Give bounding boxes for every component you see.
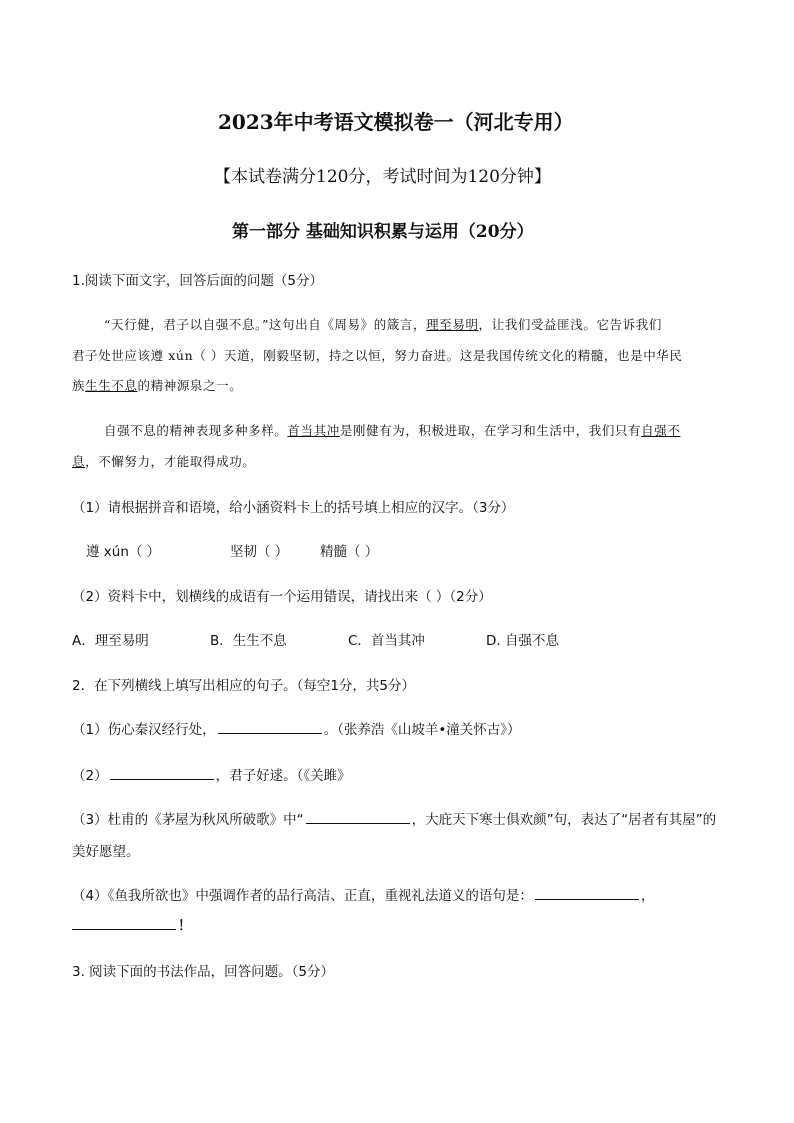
fill-sentence-2 [72,764,351,784]
option-b: B．生生不息 [210,633,287,649]
answer-blank[interactable] [306,809,410,824]
fill-item-2: 坚韧（ ） [230,544,289,560]
idiom-underlined: 自强不 [641,423,681,438]
answer-blank[interactable] [110,765,214,780]
sentence-text: （1）伤心秦汉经行处， [72,722,216,738]
fill-item-1: 遵 xún（ ） [86,544,161,560]
fill-sentence-1 [72,718,521,738]
passage-line-4 [104,421,680,439]
passage-text: 自强不息的精神表现多种多样。 [104,423,288,438]
sentence-text: ，君子好逑。（《关雎》 [215,768,351,784]
passage-text: “天行健，君子以自强不息。”这句出自《周易》的箴言， [104,317,427,332]
option-a: A．理至易明 [72,633,149,649]
answer-blank[interactable] [72,915,176,930]
passage-text: ，不懈努力，才能取得成功。 [85,454,256,469]
passage-line-1 [104,315,662,333]
question-3-stem: 3. 阅读下面的书法作品，回答问题。（5分） [72,964,335,980]
passage-line-2: 君子处世应该遵 xún（ ）天道，刚毅坚韧，持之以恒，努力奋进。这是我国传统文化的精髓，也是中华民 [72,348,683,363]
passage-line-3 [72,376,242,394]
passage-line-5 [72,452,255,470]
section-heading: 第一部分 基础知识积累与运用（20分） [232,222,534,242]
fill-sentence-4-cont [72,914,192,934]
idiom-underlined: 生生不息 [85,378,138,393]
passage-text: 是刚健有为，积极进取，在学习和生活中，我们只有 [339,423,642,438]
sentence-text: 。（张养浩《山坡羊•潼关怀古》） [323,722,521,738]
question-2-stem: 2．在下列横线上填写出相应的句子。（每空1分，共5分） [72,678,416,694]
idiom-underlined: 理至易明 [426,317,479,332]
sentence-text: ， [640,888,655,904]
answer-blank[interactable] [535,885,639,900]
sentence-text: ！ [178,918,192,934]
sentence-text: ，大庇天下寒士俱欢颜”句，表达了“居者有其屋”的 [411,812,717,828]
option-c: C．首当其冲 [348,633,425,649]
answer-blank[interactable] [218,719,322,734]
sentence-text: （3）杜甫的《茅屋为秋风所破歌》中“ [72,812,304,828]
idiom-underlined: 息 [72,454,86,469]
exam-title: 2023年中考语文模拟卷一（河北专用） [218,110,574,134]
sub-question-2: （2）资料卡中，划横线的成语有一个运用错误，请找出来（ ）（2分） [72,589,492,605]
exam-subtitle: 【本试卷满分120分，考试时间为120分钟】 [214,167,551,187]
sub-question-1: （1）请根据拼音和语境，给小涵资料卡上的括号填上相应的汉字。（3分） [72,500,515,516]
idiom-underlined: 首当其冲 [287,423,340,438]
fill-sentence-3 [72,808,716,828]
question-1-stem: 1.阅读下面文字，回答后面的问题（5分） [72,273,323,289]
fill-sentence-4 [72,884,654,904]
option-d: D. 自强不息 [486,633,559,649]
fill-item-3: 精髓（ ） [320,544,379,560]
fill-sentence-3-cont: 美好愿望。 [72,844,140,860]
passage-text: 的精神源泉之一。 [137,378,243,393]
sentence-text: （4）《鱼我所欲也》中强调作者的品行高洁、正直，重视礼法道义的语句是： [72,888,533,904]
passage-text: 族 [72,378,86,393]
sentence-text: （2） [72,768,108,784]
passage-text: ，让我们受益匪浅。它告诉我们 [478,317,662,332]
